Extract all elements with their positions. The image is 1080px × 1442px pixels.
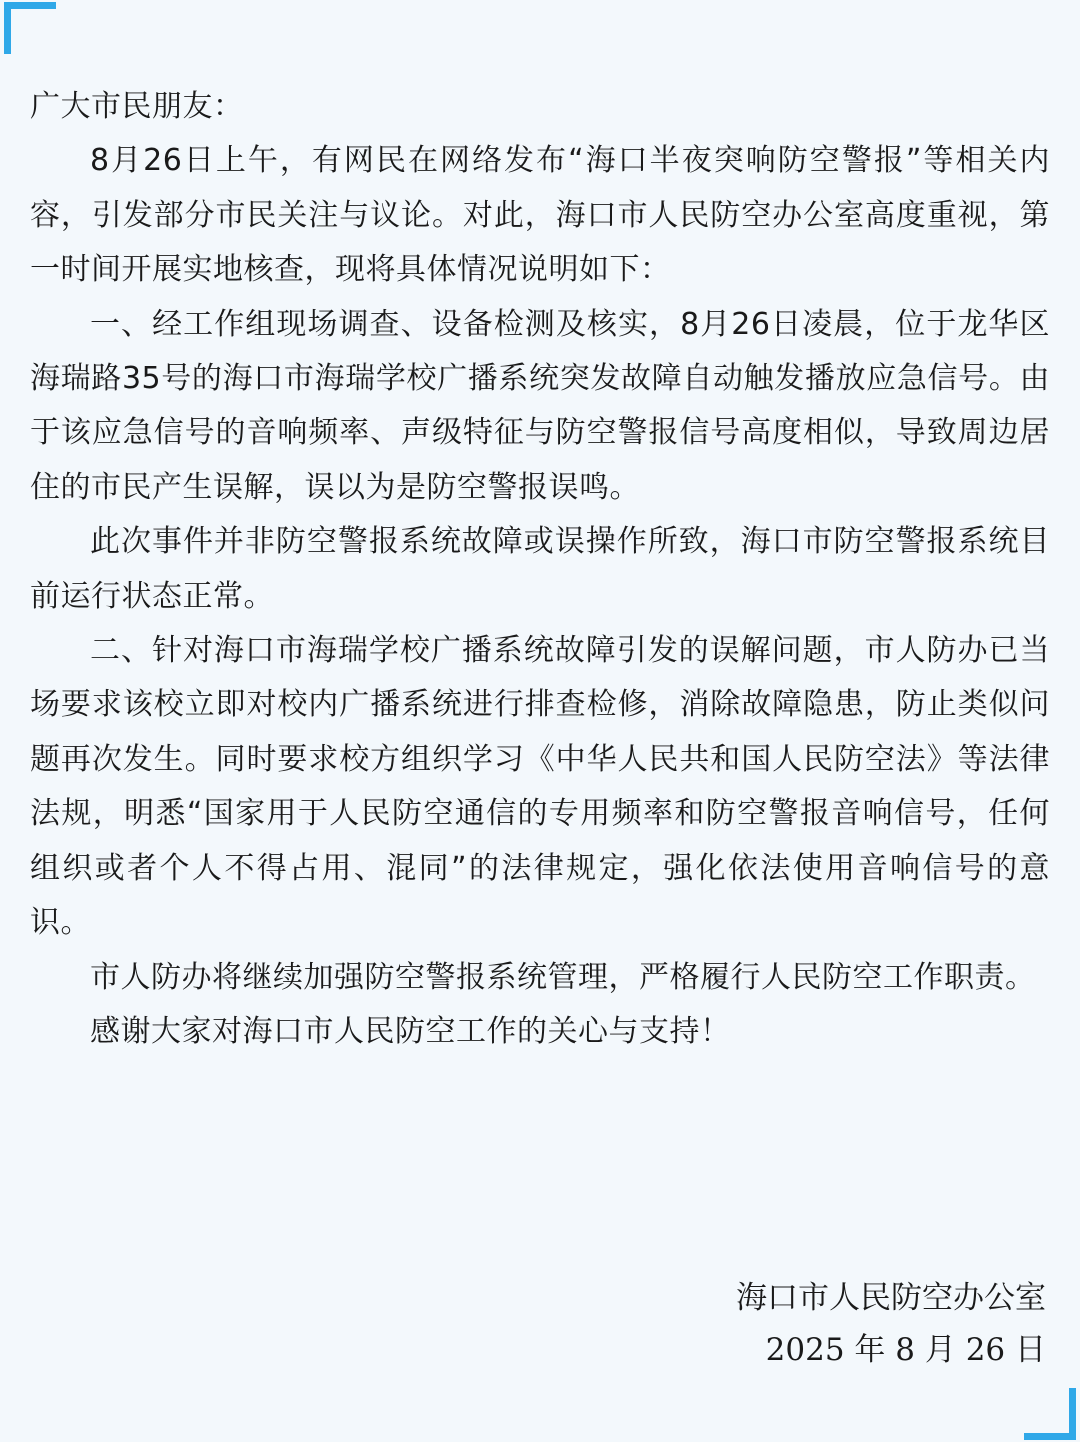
paragraph-thanks: 感谢大家对海口市人民防空工作的关心与支持！ [90, 1013, 731, 1049]
paragraph-remediation: 二、针对海口市海瑞学校广播系统故障引发的误解问题，市人防办已当场要求该校立即对校内广播系统进行排查检修，消除故障隐患，防止类似问题再次发生。同时要求校方组织学习《中华人民共和国人民防空法》等法律法规，明悉“国家用于人民防空通信的专用频率和防空警报音响信号，任何组织或者个人不得占用、混同”的法律规定，强化依法使用音响信号的意识。 [30, 633, 1050, 941]
paragraph-system-status: 此次事件并非防空警报系统故障或误操作所致，海口市防空警报系统目前运行状态正常。 [30, 524, 1050, 614]
top-left-corner-decoration [4, 2, 56, 54]
signature-block [736, 1272, 1046, 1376]
greeting: 广大市民朋友： [30, 89, 244, 124]
paragraph-intro: 8月26日上午，有网民在网络发布“海口半夜突响防空警报”等相关内容，引发部分市民关注与议论。对此，海口市人民防空办公室高度重视，第一时间开展实地核查，现将具体情况说明如下： [30, 143, 1050, 288]
signature-date: 2025 年 8 月 26 日 [765, 1332, 1046, 1368]
notice-body [30, 80, 1050, 1059]
signature-organization: 海口市人民防空办公室 [736, 1280, 1046, 1316]
bottom-right-corner-decoration [1024, 1388, 1076, 1440]
paragraph-commitment: 市人防办将继续加强防空警报系统管理，严格履行人民防空工作职责。 [90, 959, 1036, 995]
paragraph-investigation: 一、经工作组现场调查、设备检测及核实，8月26日凌晨，位于龙华区海瑞路35号的海口市海瑞学校广播系统突发故障自动触发播放应急信号。由于该应急信号的音响频率、声级特征与防空警报信号高度相似，导致周边居住的市民产生误解，误以为是防空警报误鸣。 [30, 306, 1050, 505]
